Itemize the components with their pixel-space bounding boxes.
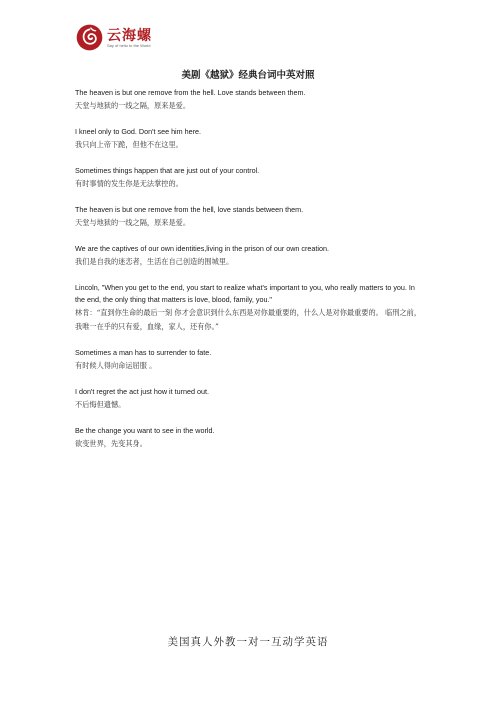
quote-english: The heaven is but one remove from the hell, love stands between them.	[75, 205, 304, 214]
quote-chinese: 林肯：“直到你生命的最后一刻 你才会意识到什么东西是对你最重要的，什么人是对你最重要的。 临刑之前，我唯一在乎的只有爱，血缘，家人，还有你。”	[75, 308, 422, 331]
quote-english: We are the captives of our own identities,living in the prison of our own creation.	[75, 244, 329, 253]
quote-english: Sometimes things happen that are just out of your control.	[75, 166, 260, 175]
quote-entry	[75, 425, 425, 451]
quote-chinese: 天堂与地狱的一线之隔，原来是爱。	[75, 218, 191, 227]
quote-chinese: 不后悔但遗憾。	[75, 400, 126, 409]
brand-name: 云海螺	[107, 26, 152, 43]
quote-entry	[75, 165, 425, 191]
brand-tagline: Say of hello to the World	[107, 42, 151, 48]
quote-entry	[75, 87, 425, 113]
quote-english: Lincoln, "When you get to the end, you start to realize what's important to you, who really matters to you. In the end, the only thing that matters is love, blood, family, you."	[75, 283, 415, 304]
quote-list	[75, 87, 425, 464]
quote-english: The heaven is but one remove from the hell. Love stands between them.	[75, 88, 306, 97]
quote-english: I don't regret the act just how it turned out.	[75, 387, 210, 396]
conch-logo-icon	[76, 24, 103, 51]
quote-chinese: 我们是自我的迷恋者，生活在自己创造的围城里。	[75, 257, 234, 266]
brand-logo	[76, 24, 152, 51]
quote-entry	[75, 386, 425, 412]
footer-slogan: 美国真人外教一对一互动学英语	[167, 636, 329, 648]
quote-chinese: 欲变世界，先变其身。	[75, 439, 147, 448]
document-title: 美剧《越狱》经典台词中英对照	[181, 70, 315, 81]
quote-english: Be the change you want to see in the world.	[75, 426, 215, 435]
quote-english: I kneel only to God. Don't see him here.	[75, 127, 202, 136]
quote-chinese: 天堂与地狱的一线之隔，原来是爱。	[75, 101, 191, 110]
quote-entry	[75, 126, 425, 152]
quote-chinese: 我只向上帝下跪，但他不在这里。	[75, 140, 183, 149]
quote-entry	[75, 204, 425, 230]
quote-chinese: 有时候人得向命运屈服 。	[75, 361, 157, 370]
quote-chinese: 有时事情的发生你是无法掌控的。	[75, 179, 183, 188]
quote-entry	[75, 243, 425, 269]
quote-entry	[75, 347, 425, 373]
quote-english: Sometimes a man has to surrender to fate.	[75, 348, 212, 357]
quote-entry	[75, 282, 425, 334]
